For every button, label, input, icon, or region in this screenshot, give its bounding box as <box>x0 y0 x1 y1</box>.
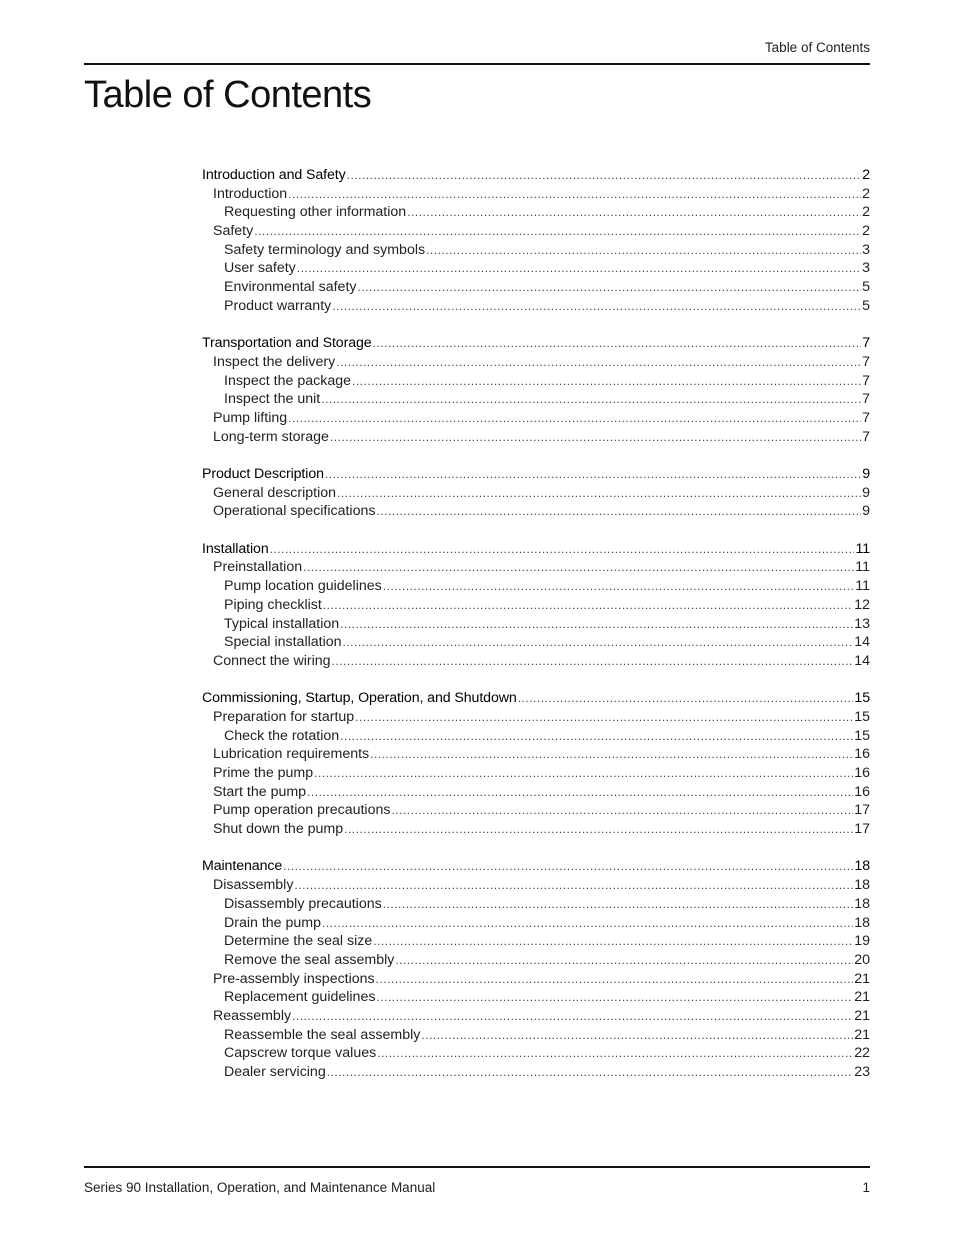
dot-leader <box>294 876 853 895</box>
toc-entry-page: 14 <box>854 652 870 669</box>
toc-entry-title: Disassembly <box>213 877 294 894</box>
dot-leader <box>288 185 861 204</box>
dot-leader <box>373 932 853 951</box>
toc-entry-title: Disassembly precautions <box>224 895 382 912</box>
toc-entry[interactable] <box>202 689 870 708</box>
toc-entry-page: 7 <box>862 409 870 426</box>
dot-leader <box>421 1026 853 1045</box>
dot-leader <box>332 652 854 671</box>
toc-entry[interactable] <box>202 1026 870 1045</box>
dot-leader <box>355 708 853 727</box>
toc-entry[interactable] <box>202 259 870 278</box>
toc-entry-page: 18 <box>854 858 870 875</box>
toc-entry-page: 16 <box>854 746 870 763</box>
toc-entry-page: 23 <box>854 1064 870 1080</box>
toc-entry-title: Shut down the pump <box>213 821 344 838</box>
toc-entry[interactable] <box>202 764 870 783</box>
toc-entry[interactable] <box>202 353 870 372</box>
top-rule <box>84 63 870 65</box>
toc-entry-title: Installation <box>202 540 269 557</box>
toc-entry[interactable] <box>202 951 870 970</box>
toc-entry[interactable] <box>202 876 870 895</box>
toc-entry-title: Transportation and Storage <box>202 335 372 352</box>
toc-entry[interactable] <box>202 1044 870 1063</box>
toc-entry-title: General description <box>213 484 337 501</box>
toc-entry-title: Typical installation <box>224 615 340 632</box>
toc-entry-title: Special installation <box>224 634 342 651</box>
toc-entry-page: 17 <box>854 821 870 838</box>
dot-leader <box>297 259 861 278</box>
toc-entry-title: Pre-assembly inspections <box>213 970 375 987</box>
toc-entry-page: 7 <box>862 428 870 445</box>
toc-entry[interactable] <box>202 783 870 802</box>
toc-entry[interactable] <box>202 484 870 503</box>
toc-section <box>202 334 870 446</box>
dot-leader <box>376 970 854 989</box>
dot-leader <box>337 484 861 503</box>
toc-entry-title: Product Description <box>202 466 324 482</box>
toc-entry-title: Maintenance <box>202 858 283 875</box>
dot-leader <box>288 409 861 428</box>
toc-entry[interactable] <box>202 895 870 914</box>
toc-entry-page: 16 <box>854 783 870 800</box>
toc-entry-title: Start the pump <box>213 783 307 800</box>
toc-entry-title: Determine the seal size <box>224 933 373 950</box>
toc-section <box>202 857 870 1081</box>
toc-entry-page: 11 <box>855 559 870 576</box>
toc-entry-title: Safety <box>213 223 254 240</box>
dot-leader <box>327 1063 854 1082</box>
toc-entry-title: Environmental safety <box>224 279 357 296</box>
toc-entry[interactable] <box>202 596 870 615</box>
toc-entry-title: Preinstallation <box>213 559 303 576</box>
dot-leader <box>407 203 861 222</box>
toc-entry-title: Reassemble the seal assembly <box>224 1026 421 1043</box>
dot-leader <box>395 951 853 970</box>
toc-entry-page: 11 <box>855 578 870 595</box>
dot-leader <box>270 540 855 559</box>
toc-entry[interactable] <box>202 465 870 484</box>
toc-entry[interactable] <box>202 708 870 727</box>
toc-entry-page: 5 <box>862 297 870 314</box>
dot-leader <box>376 502 861 521</box>
toc-entry[interactable] <box>202 932 870 951</box>
toc-entry-title: Requesting other information <box>224 204 407 221</box>
page-title: Table of Contents <box>84 74 372 116</box>
dot-leader <box>383 895 854 914</box>
toc-entry-page: 19 <box>854 933 870 950</box>
toc-entry-page: 5 <box>862 279 870 296</box>
toc-entry[interactable] <box>202 727 870 746</box>
dot-leader <box>303 558 854 577</box>
toc-entry-page: 21 <box>854 989 870 1006</box>
dot-leader <box>307 783 853 802</box>
toc-entry[interactable] <box>202 615 870 634</box>
bottom-rule <box>84 1166 870 1168</box>
toc-entry[interactable] <box>202 1063 870 1082</box>
dot-leader <box>376 988 853 1007</box>
toc-entry[interactable] <box>202 428 870 447</box>
toc-entry-page: 21 <box>854 970 870 987</box>
toc-entry[interactable] <box>202 857 870 876</box>
toc-section <box>202 689 870 839</box>
table-of-contents <box>202 166 870 1100</box>
toc-entry-page: 18 <box>854 914 870 931</box>
toc-entry-title: Connect the wiring <box>213 652 331 669</box>
toc-entry-title: Commissioning, Startup, Operation, and Shutdown <box>202 690 517 707</box>
toc-entry-page: 22 <box>854 1045 870 1062</box>
toc-entry-title: User safety <box>224 260 296 277</box>
toc-entry[interactable] <box>202 820 870 839</box>
toc-entry-title: Inspect the package <box>224 372 351 389</box>
toc-entry-page: 15 <box>854 727 870 744</box>
dot-leader <box>321 390 861 409</box>
toc-entry[interactable] <box>202 185 870 204</box>
toc-entry-page: 2 <box>862 167 870 183</box>
dot-leader <box>283 857 853 876</box>
toc-entry-page: 7 <box>862 335 870 352</box>
toc-entry[interactable] <box>202 558 870 577</box>
dot-leader <box>336 353 861 372</box>
dot-leader <box>377 1044 853 1063</box>
toc-entry[interactable] <box>202 372 870 391</box>
dot-leader <box>330 428 861 447</box>
dot-leader <box>518 689 854 708</box>
toc-entry-page: 3 <box>862 241 870 258</box>
dot-leader <box>323 596 853 615</box>
dot-leader <box>370 745 853 764</box>
dot-leader <box>383 577 855 596</box>
toc-entry[interactable] <box>202 801 870 820</box>
dot-leader <box>373 334 862 353</box>
toc-entry[interactable] <box>202 297 870 316</box>
toc-entry[interactable] <box>202 390 870 409</box>
dot-leader <box>340 727 853 746</box>
toc-entry-page: 15 <box>854 708 870 725</box>
toc-entry-page: 21 <box>854 1007 870 1024</box>
toc-entry-page: 9 <box>862 484 870 501</box>
toc-entry[interactable] <box>202 970 870 989</box>
toc-entry[interactable] <box>202 652 870 671</box>
dot-leader <box>292 1007 853 1026</box>
toc-entry-title: Pump lifting <box>213 409 288 426</box>
toc-entry[interactable] <box>202 278 870 297</box>
toc-entry-title: Replacement guidelines <box>224 989 376 1006</box>
toc-entry-title: Prime the pump <box>213 765 314 781</box>
dot-leader <box>426 241 861 260</box>
dot-leader <box>357 278 861 297</box>
toc-entry-title: Piping checklist <box>224 596 322 613</box>
toc-entry-title: Introduction and Safety <box>202 167 346 183</box>
toc-entry[interactable] <box>202 409 870 428</box>
toc-entry[interactable] <box>202 745 870 764</box>
dot-leader <box>347 166 862 185</box>
dot-leader <box>344 820 853 839</box>
dot-leader <box>340 615 853 634</box>
toc-entry-page: 2 <box>862 185 870 202</box>
dot-leader <box>352 372 861 391</box>
toc-entry[interactable] <box>202 334 870 353</box>
toc-entry-title: Reassembly <box>213 1007 292 1024</box>
toc-entry-title: Lubrication requirements <box>213 746 370 763</box>
toc-entry-title: Product warranty <box>224 297 332 314</box>
toc-entry[interactable] <box>202 502 870 521</box>
toc-entry-page: 15 <box>854 690 870 707</box>
toc-section <box>202 166 870 316</box>
toc-entry-page: 2 <box>862 223 870 240</box>
toc-entry-page: 2 <box>862 204 870 221</box>
toc-entry-title: Drain the pump <box>224 914 321 931</box>
toc-entry-title: Introduction <box>213 185 288 202</box>
toc-entry[interactable] <box>202 203 870 222</box>
toc-entry-title: Long-term storage <box>213 428 329 445</box>
dot-leader <box>391 801 853 820</box>
toc-entry-page: 11 <box>855 540 870 557</box>
toc-entry[interactable] <box>202 1007 870 1026</box>
dot-leader <box>325 465 861 484</box>
toc-entry-title: Inspect the delivery <box>213 353 336 370</box>
toc-entry-page: 20 <box>854 951 870 968</box>
toc-section <box>202 465 870 521</box>
toc-entry-page: 18 <box>854 877 870 894</box>
toc-entry[interactable] <box>202 988 870 1007</box>
toc-entry-page: 7 <box>862 372 870 389</box>
toc-entry-title: Preparation for startup <box>213 708 355 725</box>
toc-entry-page: 17 <box>854 802 870 819</box>
toc-entry-page: 7 <box>862 353 870 370</box>
dot-leader <box>322 914 853 933</box>
toc-entry-title: Pump location guidelines <box>224 578 382 595</box>
toc-section <box>202 540 870 671</box>
dot-leader <box>314 764 853 783</box>
toc-entry[interactable] <box>202 914 870 933</box>
toc-entry[interactable] <box>202 241 870 260</box>
toc-entry[interactable] <box>202 166 870 185</box>
toc-entry-page: 21 <box>854 1026 870 1043</box>
toc-entry-page: 18 <box>854 895 870 912</box>
toc-entry-page: 13 <box>854 615 870 632</box>
toc-entry-title: Pump operation precautions <box>213 802 391 819</box>
toc-entry[interactable] <box>202 540 870 559</box>
toc-entry-title: Dealer servicing <box>224 1064 326 1080</box>
toc-entry-title: Check the rotation <box>224 727 340 744</box>
toc-entry-page: 3 <box>862 260 870 277</box>
toc-entry-page: 7 <box>862 391 870 408</box>
toc-entry-title: Operational specifications <box>213 503 376 520</box>
toc-entry-page: 14 <box>854 634 870 651</box>
toc-entry-title: Inspect the unit <box>224 391 321 408</box>
toc-entry[interactable] <box>202 222 870 241</box>
footer-page-number: 1 <box>862 1180 870 1195</box>
dot-leader <box>343 633 854 652</box>
footer-manual-title: Series 90 Installation, Operation, and Maintenance Manual <box>84 1180 436 1195</box>
toc-entry[interactable] <box>202 633 870 652</box>
toc-entry-title: Capscrew torque values <box>224 1045 377 1062</box>
toc-entry-page: 12 <box>854 596 870 613</box>
toc-entry[interactable] <box>202 577 870 596</box>
toc-entry-title: Remove the seal assembly <box>224 951 395 968</box>
toc-entry-title: Safety terminology and symbols <box>224 241 426 258</box>
toc-entry-page: 9 <box>862 503 870 520</box>
dot-leader <box>332 297 861 316</box>
dot-leader <box>254 222 861 241</box>
toc-entry-page: 9 <box>862 466 870 482</box>
running-head: Table of Contents <box>764 40 870 55</box>
toc-entry-page: 16 <box>854 765 870 781</box>
